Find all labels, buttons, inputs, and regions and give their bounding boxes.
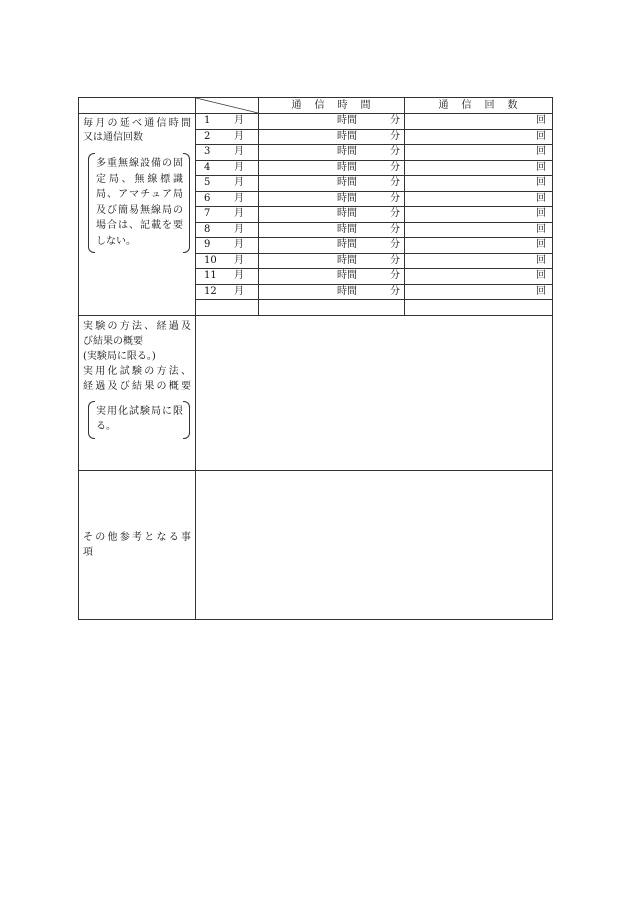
hour-unit: 時間 — [337, 192, 357, 204]
count-entry[interactable] — [405, 238, 553, 254]
hour-unit: 時間 — [337, 223, 357, 235]
header-row — [79, 98, 553, 114]
count-entry[interactable] — [405, 145, 553, 161]
header-diagonal-cell — [196, 98, 259, 114]
header-blank-cell — [79, 98, 196, 114]
month-unit: 月 — [234, 223, 244, 235]
count-unit: 回 — [536, 130, 546, 142]
month-cell — [196, 207, 259, 223]
minute-unit: 分 — [390, 223, 400, 235]
minute-unit: 分 — [390, 161, 400, 173]
other-label-cell — [79, 470, 196, 619]
month-number: 1 — [204, 115, 211, 127]
experiment-line: (実験局に限る。) — [83, 350, 156, 362]
hour-unit: 時間 — [337, 254, 357, 266]
time-entry[interactable] — [259, 222, 405, 238]
count-entry[interactable] — [405, 160, 553, 176]
experiment-line: 実用化試験の方法、 — [83, 365, 191, 377]
month-unit: 月 — [234, 115, 244, 127]
time-entry[interactable] — [259, 253, 405, 269]
count-unit: 回 — [536, 239, 546, 251]
count-entry[interactable] — [405, 207, 553, 223]
time-column-header: 通信時間 — [259, 98, 405, 114]
month-number: 10 — [204, 254, 217, 266]
left-bracket — [88, 401, 95, 439]
month-unit: 月 — [234, 270, 244, 282]
other-content-cell[interactable] — [196, 470, 553, 619]
month-number: 8 — [204, 223, 211, 235]
minute-unit: 分 — [390, 146, 400, 158]
month-cell — [196, 176, 259, 192]
monthly-label-line2: 又は通信回数 — [83, 132, 143, 143]
other-row — [79, 470, 553, 619]
count-entry[interactable] — [405, 114, 553, 130]
count-entry[interactable] — [405, 176, 553, 192]
month-cell — [196, 222, 259, 238]
month-number: 11 — [204, 270, 217, 282]
count-unit: 回 — [536, 177, 546, 189]
month-unit: 月 — [234, 285, 244, 297]
month-number: 6 — [204, 192, 211, 204]
month-number: 3 — [204, 146, 211, 158]
minute-unit: 分 — [390, 270, 400, 282]
hour-unit: 時間 — [337, 161, 357, 173]
note-line: 定局、無線標識 — [96, 173, 183, 185]
month-unit: 月 — [234, 161, 244, 173]
month-number: 5 — [204, 177, 211, 189]
count-unit: 回 — [536, 192, 546, 204]
count-entry[interactable] — [405, 222, 553, 238]
count-unit: 回 — [536, 146, 546, 158]
month-row-1 — [79, 114, 553, 130]
month-unit: 月 — [234, 208, 244, 220]
experiment-label-cell — [79, 315, 196, 470]
time-entry[interactable] — [259, 207, 405, 223]
month-number: 7 — [204, 208, 211, 220]
count-entry[interactable] — [405, 191, 553, 207]
right-bracket — [183, 401, 190, 439]
count-entry[interactable] — [405, 253, 553, 269]
blank-time-entry[interactable] — [259, 300, 405, 316]
month-number: 12 — [204, 285, 217, 297]
month-cell — [196, 145, 259, 161]
count-unit: 回 — [536, 115, 546, 127]
month-number: 2 — [204, 130, 211, 142]
monthly-note — [88, 153, 190, 253]
time-entry[interactable] — [259, 269, 405, 285]
time-entry[interactable] — [259, 238, 405, 254]
minute-unit: 分 — [390, 208, 400, 220]
minute-unit: 分 — [390, 130, 400, 142]
hour-unit: 時間 — [337, 270, 357, 282]
left-bracket — [88, 153, 95, 253]
time-entry[interactable] — [259, 191, 405, 207]
note-line: 局、アマチュア局 — [96, 189, 183, 200]
month-cell — [196, 238, 259, 254]
report-form-table — [78, 97, 553, 620]
blank-count-entry[interactable] — [405, 300, 553, 316]
month-unit: 月 — [234, 254, 244, 266]
experiment-content-cell[interactable] — [196, 315, 553, 470]
monthly-label-cell — [79, 114, 196, 316]
month-number: 4 — [204, 161, 211, 173]
note-line: しない。 — [96, 235, 136, 247]
hour-unit: 時間 — [337, 146, 357, 158]
month-unit: 月 — [234, 177, 244, 189]
hour-unit: 時間 — [337, 285, 357, 297]
month-cell — [196, 269, 259, 285]
blank-cell — [196, 300, 259, 316]
count-unit: 回 — [536, 208, 546, 220]
experiment-line: 実験の方法、経過及 — [83, 320, 191, 332]
minute-unit: 分 — [390, 177, 400, 189]
minute-unit: 分 — [390, 239, 400, 251]
hour-unit: 時間 — [337, 208, 357, 220]
experiment-line: 経過及び結果の概要 — [83, 380, 191, 392]
count-column-header: 通信回数 — [405, 98, 553, 114]
count-entry[interactable] — [405, 269, 553, 285]
count-unit: 回 — [536, 254, 546, 266]
month-unit: 月 — [234, 130, 244, 142]
count-entry[interactable] — [405, 284, 553, 300]
month-cell — [196, 160, 259, 176]
month-cell — [196, 129, 259, 145]
minute-unit: 分 — [390, 115, 400, 127]
time-entry[interactable] — [259, 284, 405, 300]
note-line: る。 — [96, 421, 116, 432]
month-unit: 月 — [234, 192, 244, 204]
note-line: 実用化試験局に限 — [96, 405, 183, 417]
count-unit: 回 — [536, 223, 546, 235]
time-entry[interactable] — [259, 160, 405, 176]
count-entry[interactable] — [405, 129, 553, 145]
month-cell — [196, 114, 259, 130]
minute-unit: 分 — [390, 254, 400, 266]
month-cell — [196, 253, 259, 269]
other-line: その他参考となる事 — [83, 531, 191, 543]
count-unit: 回 — [536, 270, 546, 282]
count-unit: 回 — [536, 161, 546, 173]
right-bracket — [183, 153, 190, 253]
month-cell — [196, 284, 259, 300]
note-line: 場合は、記載を要 — [96, 220, 183, 231]
month-unit: 月 — [234, 239, 244, 251]
month-number: 9 — [204, 239, 211, 251]
time-entry[interactable] — [259, 176, 405, 192]
other-line: 項 — [83, 546, 93, 558]
time-entry[interactable] — [259, 114, 405, 130]
note-line: 及び簡易無線局の — [96, 204, 183, 216]
month-cell — [196, 191, 259, 207]
month-unit: 月 — [234, 146, 244, 158]
diagonal-line — [196, 98, 258, 113]
experiment-line: び結果の概要 — [83, 335, 143, 347]
minute-unit: 分 — [390, 192, 400, 204]
hour-unit: 時間 — [337, 130, 357, 142]
time-entry[interactable] — [259, 145, 405, 161]
hour-unit: 時間 — [337, 239, 357, 251]
hour-unit: 時間 — [337, 177, 357, 189]
note-line: 多重無線設備の固 — [96, 158, 183, 169]
experiment-row — [79, 315, 553, 470]
time-entry[interactable] — [259, 129, 405, 145]
hour-unit: 時間 — [337, 115, 357, 127]
minute-unit: 分 — [390, 285, 400, 297]
count-unit: 回 — [536, 285, 546, 297]
experiment-note — [88, 401, 190, 439]
monthly-label-line1: 毎月の延べ通信時間 — [83, 118, 191, 129]
